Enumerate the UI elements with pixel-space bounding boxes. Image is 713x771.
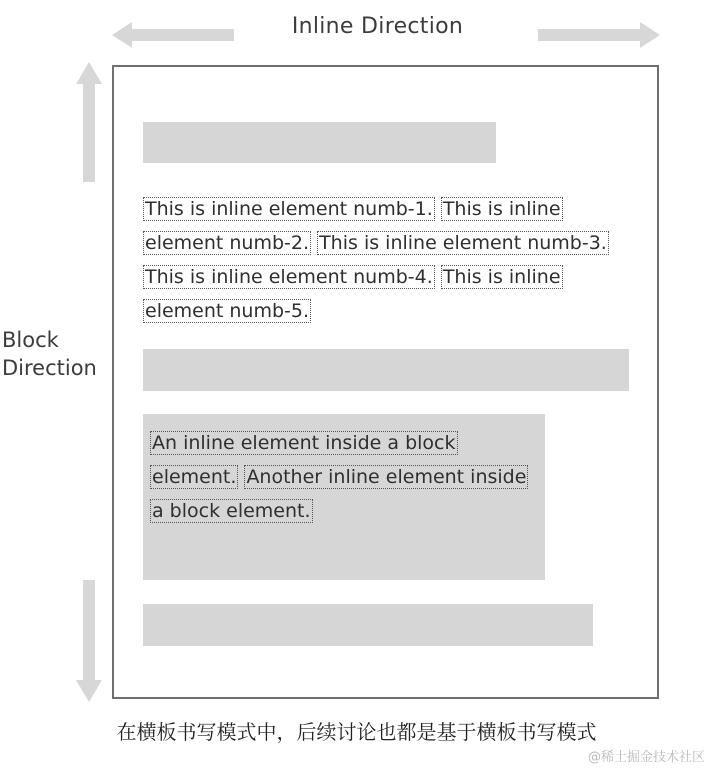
block-direction-down-arrow bbox=[74, 580, 104, 702]
inline-element-4: This is inline element numb-4. bbox=[145, 266, 433, 288]
inline-element-3: This is inline element numb-3. bbox=[319, 232, 607, 254]
block-element-1 bbox=[143, 122, 496, 163]
block-direction-label-line1: Block bbox=[2, 328, 59, 352]
inline-elements-flow bbox=[143, 192, 633, 328]
block-inline-element-1: An inline element inside a block element. bbox=[152, 432, 456, 488]
inline-element-1: This is inline element numb-1. bbox=[145, 198, 433, 220]
block-inline-flow bbox=[150, 426, 540, 528]
inline-element-5: This is inline element numb-5. bbox=[145, 266, 561, 322]
block-direction-label bbox=[2, 326, 97, 382]
block-inline-element-2: Another inline element inside a block element. bbox=[152, 466, 527, 522]
block-direction-label-line2: Direction bbox=[2, 356, 97, 380]
watermark: @稀土掘金技术社区 bbox=[587, 750, 705, 765]
inline-element-2: This is inline element numb-2. bbox=[145, 198, 561, 254]
block-element-with-inline-children bbox=[143, 414, 545, 580]
block-element-4 bbox=[143, 604, 593, 646]
inline-direction-label: Inline Direction bbox=[291, 14, 464, 39]
block-direction-up-arrow bbox=[74, 62, 104, 182]
caption: 在横板书写模式中，后续讨论也都是基于横板书写模式 bbox=[116, 720, 597, 744]
block-element-2 bbox=[143, 349, 629, 391]
